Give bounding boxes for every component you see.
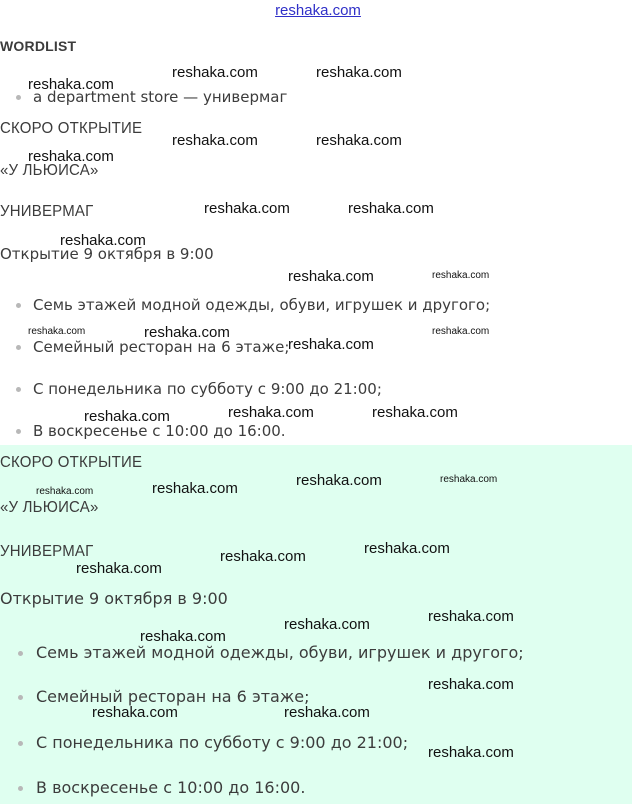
watermark: reshaka.com <box>76 560 162 577</box>
watermark: reshaka.com <box>28 76 114 93</box>
feature-label: Семейный ресторан на 6 этаже; <box>36 687 310 706</box>
watermark: reshaka.com <box>284 616 370 633</box>
watermark: reshaka.com <box>372 404 458 421</box>
watermark: reshaka.com <box>144 324 230 341</box>
bullet-dot-icon <box>16 345 21 350</box>
watermark: reshaka.com <box>172 64 258 81</box>
bullet-dot-icon <box>16 303 21 308</box>
feature-label: Семейный ресторан на 6 этаже; <box>33 338 290 356</box>
watermark: reshaka.com <box>316 132 402 149</box>
feature-label: Семь этажей модной одежды, обуви, игрушек и другого; <box>36 643 524 662</box>
watermark: reshaka.com <box>204 200 290 217</box>
watermark: reshaka.com <box>28 148 114 165</box>
watermark: reshaka.com <box>432 270 490 281</box>
coming-soon-heading: СКОРО ОТКРЫТИЕ <box>0 453 143 472</box>
bullet-dot-icon <box>18 741 23 746</box>
watermark: reshaka.com <box>284 704 370 721</box>
opening-date: Открытие 9 октября в 9:00 <box>0 589 228 608</box>
store-name: «У ЛЬЮИСА» <box>0 161 99 180</box>
watermark: reshaka.com <box>288 268 374 285</box>
watermark: reshaka.com <box>152 480 238 497</box>
feature-label: С понедельника по субботу с 9:00 до 21:00; <box>36 733 409 752</box>
watermark: reshaka.com <box>28 326 86 337</box>
watermark: reshaka.com <box>220 548 306 565</box>
bullet-dot-icon <box>16 95 21 100</box>
watermark: reshaka.com <box>348 200 434 217</box>
watermark: reshaka.com <box>428 676 514 693</box>
feature-label: В воскресенье с 10:00 до 16:00. <box>36 778 306 797</box>
bullet-dot-icon <box>18 651 23 656</box>
wordlist-item-label: a department store — универмаг <box>33 88 288 106</box>
bullet-dot-icon <box>18 786 23 791</box>
watermark: reshaka.com <box>60 232 146 249</box>
watermark: reshaka.com <box>92 704 178 721</box>
store-type: УНИВЕРМАГ <box>0 542 94 561</box>
watermark: reshaka.com <box>296 472 382 489</box>
bullet-dot-icon <box>16 387 21 392</box>
watermark: reshaka.com <box>440 474 498 485</box>
feature-label: В воскресенье с 10:00 до 16:00. <box>33 422 286 440</box>
watermark: reshaka.com <box>172 132 258 149</box>
watermark: reshaka.com <box>428 608 514 625</box>
coming-soon-heading: СКОРО ОТКРЫТИЕ <box>0 119 143 138</box>
feature-label: Семь этажей модной одежды, обуви, игрушек и другого; <box>33 296 491 314</box>
watermark: reshaka.com <box>432 326 490 337</box>
wordlist-title: WORDLIST <box>0 38 77 54</box>
store-name: «У ЛЬЮИСА» <box>0 498 99 517</box>
watermark: reshaka.com <box>36 486 94 497</box>
watermark: reshaka.com <box>428 744 514 761</box>
watermark: reshaka.com <box>140 628 226 645</box>
watermark: reshaka.com <box>316 64 402 81</box>
watermark: reshaka.com <box>288 336 374 353</box>
watermark: reshaka.com <box>84 408 170 425</box>
bullet-dot-icon <box>18 695 23 700</box>
opening-date: Открытие 9 октября в 9:00 <box>0 245 214 263</box>
watermark: reshaka.com <box>228 404 314 421</box>
site-link[interactable]: reshaka.com <box>275 2 361 19</box>
bullet-dot-icon <box>16 429 21 434</box>
feature-label: С понедельника по субботу с 9:00 до 21:00; <box>33 380 382 398</box>
watermark: reshaka.com <box>364 540 450 557</box>
store-type: УНИВЕРМАГ <box>0 202 94 221</box>
